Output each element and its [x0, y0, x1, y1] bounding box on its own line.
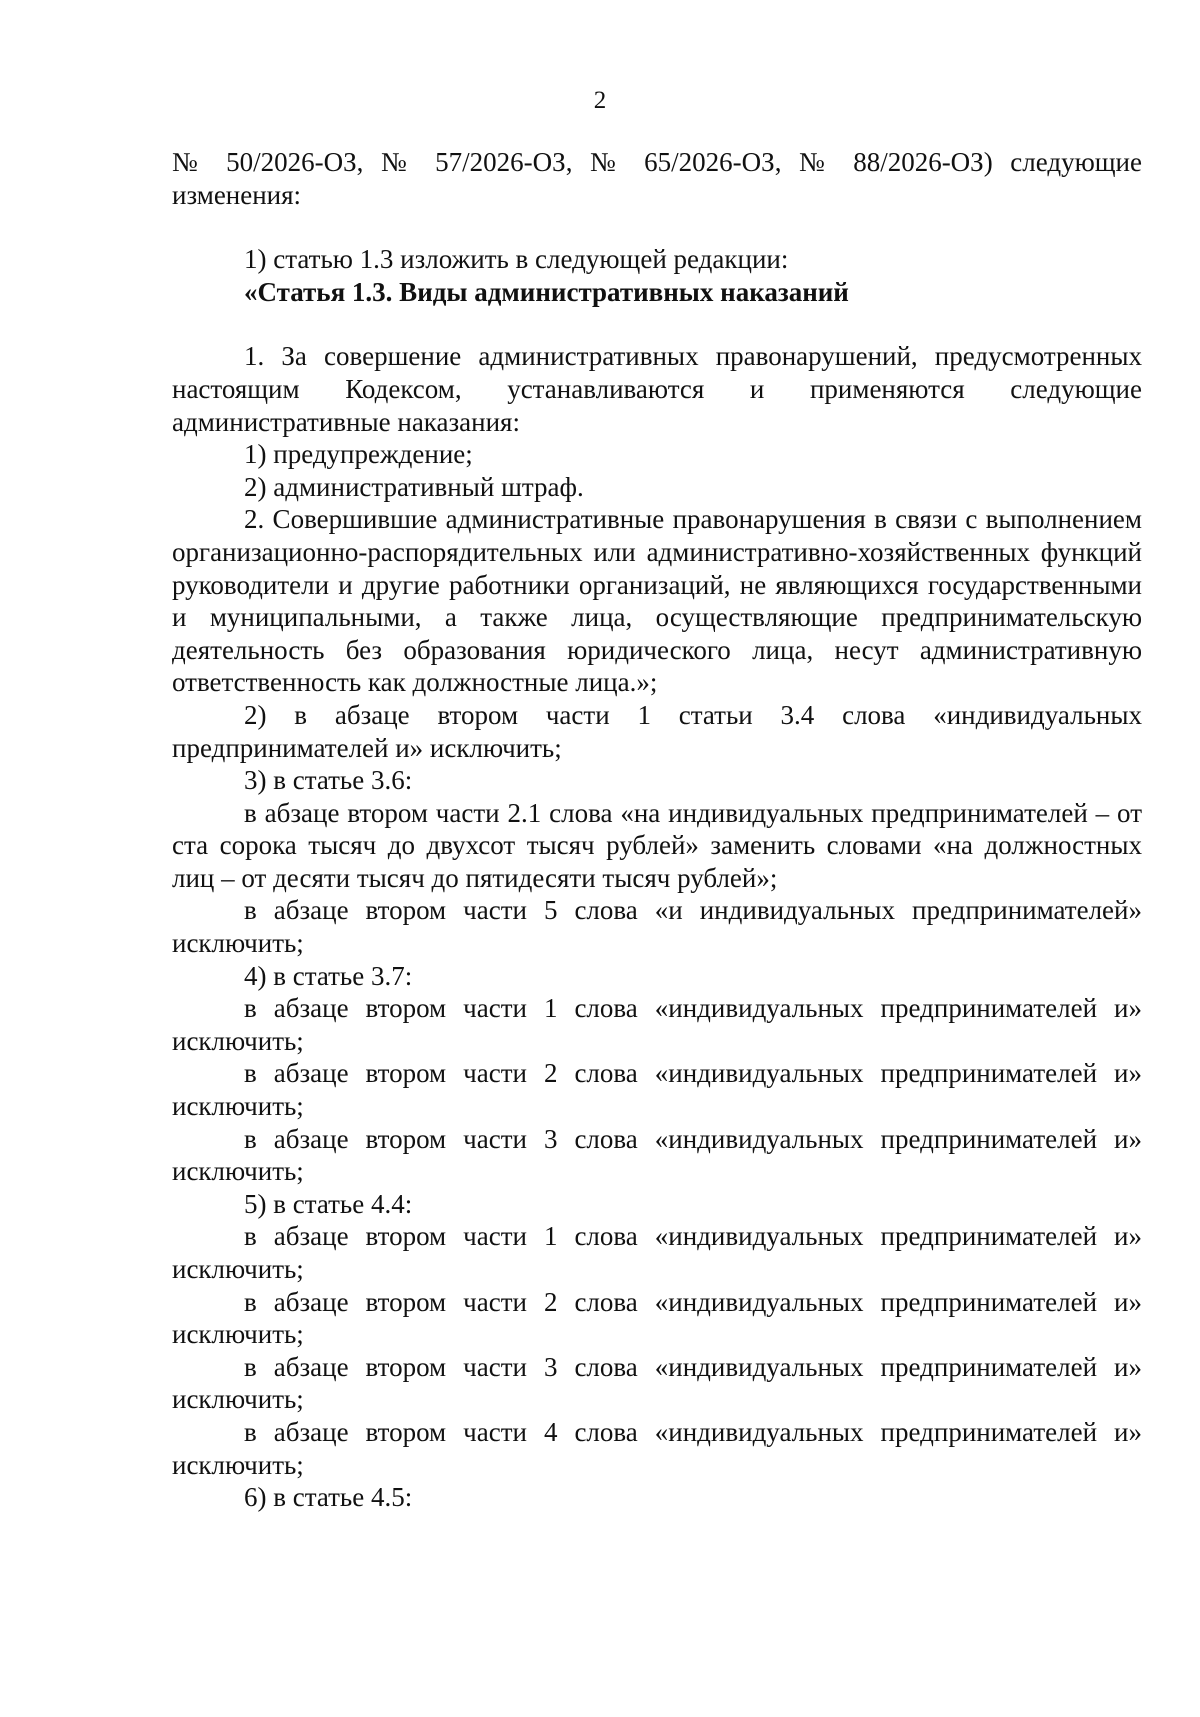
article-heading: «Статья 1.3. Виды административных наказаний [244, 276, 849, 307]
paragraph-part-1: 1. За совершение административных правонарушений, предусмотренных настоящим Кодексом, устанавливаются и применяются следующие административные наказания: [172, 341, 1142, 437]
spacer [172, 211, 1142, 243]
paragraph-item-3: 3) в статье 3.6: [244, 765, 413, 796]
paragraph-3-7-part-3: в абзаце втором части 3 слова «индивидуальных предпринимателей и» исключить; [172, 1123, 1142, 1187]
paragraph-item-4: 4) в статье 3.7: [244, 960, 413, 991]
paragraph-4-4-part-1: в абзаце втором части 1 слова «индивидуальных предпринимателей и» исключить; [172, 1221, 1142, 1284]
paragraph-intro: № 50/2026-ОЗ, № 57/2026-ОЗ, № 65/2026-ОЗ, № 88/2026-ОЗ) следующие изменения: [172, 147, 1142, 210]
paragraph-item-2: 2) в абзаце втором части 1 статьи 3.4 слова «индивидуальных предпринимателей и» исключить; [172, 699, 1142, 763]
paragraph-part-2: 2. Совершившие административные правонарушения в связи с выполнением организационно-распорядительных или административно-хозяйственных функций руководители и другие работники организаций, не являющихся государственными и муниципальными, а также лица, осуществляющие предпринимательскую деятельность без образования юридического лица, несут административную ответственность как должностные лица.»; [172, 504, 1142, 698]
paragraph-fine: 2) административный штраф. [244, 471, 584, 502]
paragraph-3-7-part-2: в абзаце втором части 2 слова «индивидуальных предпринимателей и» исключить; [172, 1058, 1142, 1122]
paragraph-3-7-part-1: в абзаце втором части 1 слова «индивидуальных предпринимателей и» исключить; [172, 993, 1142, 1056]
paragraph-warning: 1) предупреждение; [244, 439, 473, 470]
page-number: 2 [593, 87, 607, 114]
spacer [172, 308, 1142, 340]
paragraph-item-5: 5) в статье 4.4: [244, 1188, 413, 1219]
paragraph-4-4-part-2: в абзаце втором части 2 слова «индивидуальных предпринимателей и» исключить; [172, 1286, 1142, 1350]
paragraph-4-4-part-3: в абзаце втором части 3 слова «индивидуальных предпринимателей и» исключить; [172, 1351, 1142, 1415]
paragraph-item-6: 6) в статье 4.5: [244, 1482, 413, 1513]
paragraph-4-4-part-4: в абзаце втором части 4 слова «индивидуальных предпринимателей и» исключить; [172, 1416, 1142, 1480]
document-body [172, 146, 1142, 1514]
paragraph-3-6-part-5: в абзаце втором части 5 слова «и индивидуальных предпринимателей» исключить; [172, 895, 1142, 959]
paragraph-item-1: 1) статью 1.3 изложить в следующей редакции: [244, 244, 789, 275]
paragraph-3-6-part-2-1: в абзаце втором части 2.1 слова «на индивидуальных предпринимателей – от ста сорока тысяч до двухсот тысяч рублей» заменить словами «на должностных лиц – от десяти тысяч до пятидесяти тысяч рублей»; [172, 797, 1142, 893]
